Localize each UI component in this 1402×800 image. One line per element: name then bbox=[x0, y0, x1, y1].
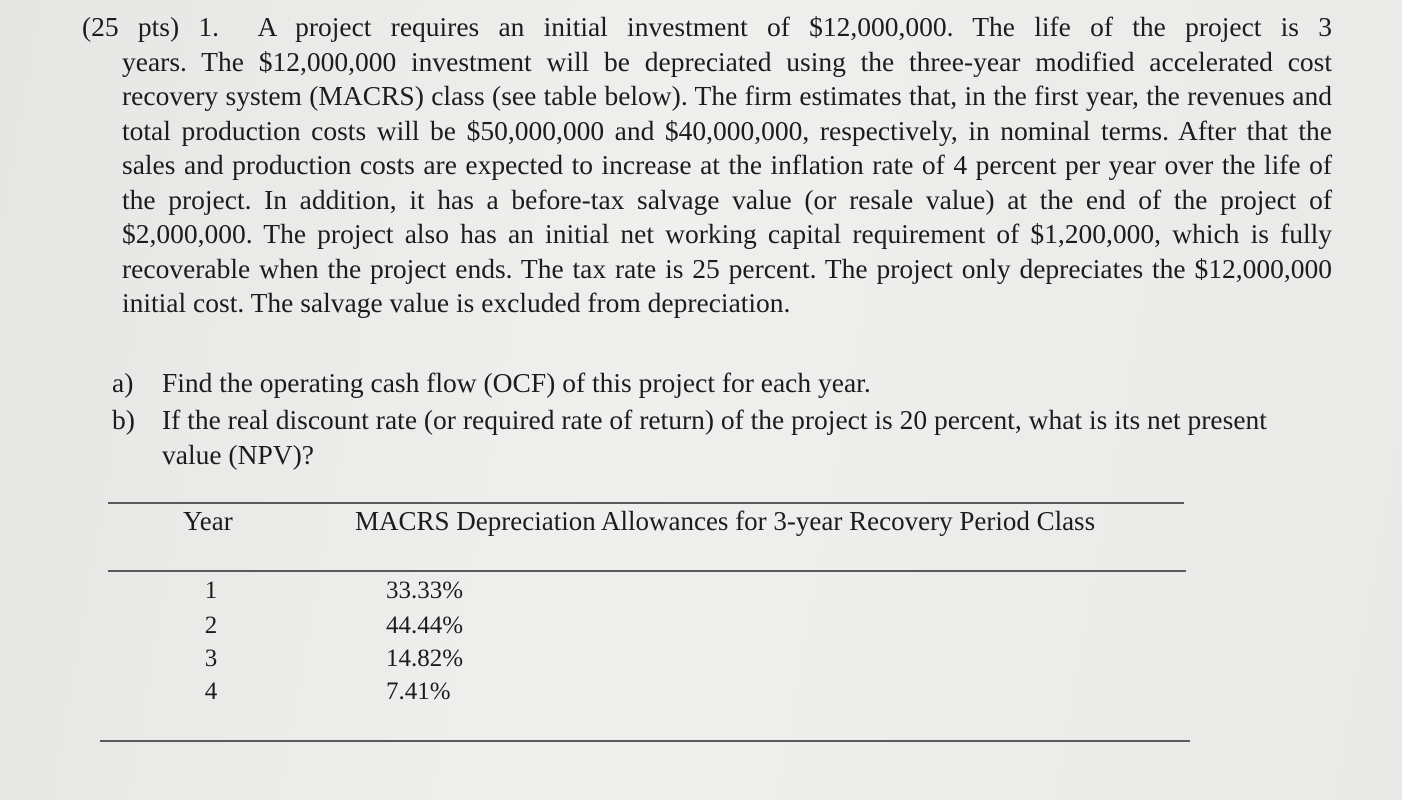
table-header-year: Year bbox=[183, 506, 233, 536]
table-header-rule bbox=[108, 570, 1186, 572]
table-row-year-3: 3 bbox=[204, 645, 218, 672]
problem-body: years. The $12,000,000 investment will be depreciated using the three-year modified accelerated cost recovery system (MACRS) class (see table below). The firm estimates that, in the first year, the revenues and total production costs will be $50,000,000 and $40,000,000, respectively, in nominal terms. After that the sales and production costs are expected to increase at the inflation rate of 4 percent per year over the life of the project. In addition, it has a before-tax salvage value (or resale value) at the end of the project of $2,000,000. The project also has an initial net working capital requirement of $1,200,000, which is fully recoverable when the project ends. The tax rate is 25 percent. The project only depreciates the $12,000,000 initial cost. The salvage value is excluded from depreciation. bbox=[122, 45, 1332, 318]
table-top-rule bbox=[108, 502, 1184, 504]
problem-lead-text: A project requires an initial investment of $12,000,000. The life of the project is 3 bbox=[257, 11, 1332, 42]
table-header-macrs: MACRS Depreciation Allowances for 3-year Recovery Period Class bbox=[355, 506, 1096, 536]
problem-lead-line bbox=[82, 10, 1332, 45]
table-row-pct-2: 44.44% bbox=[386, 612, 464, 639]
table-row-year-1: 1 bbox=[204, 577, 218, 604]
part-b bbox=[112, 403, 1332, 472]
table-row-year-2: 2 bbox=[204, 612, 218, 639]
table-bottom-rule bbox=[100, 740, 1190, 742]
problem-header: (25 pts) 1. bbox=[82, 11, 220, 42]
part-b-text: If the real discount rate (or required rate of return) of the project is 20 percent, what is its net present value (NPV)? bbox=[162, 404, 1267, 470]
part-a-letter: a) bbox=[112, 367, 134, 398]
table-row-pct-4: 7.41% bbox=[386, 678, 451, 705]
problem-statement bbox=[82, 10, 1332, 321]
table-row-year-4: 4 bbox=[204, 678, 218, 705]
table-row-pct-3: 14.82% bbox=[386, 645, 464, 672]
part-b-letter: b) bbox=[112, 404, 135, 435]
part-a bbox=[112, 366, 1332, 401]
table-row-pct-1: 33.33% bbox=[386, 577, 464, 604]
part-a-text: Find the operating cash flow (OCF) of this project for each year. bbox=[162, 367, 871, 398]
